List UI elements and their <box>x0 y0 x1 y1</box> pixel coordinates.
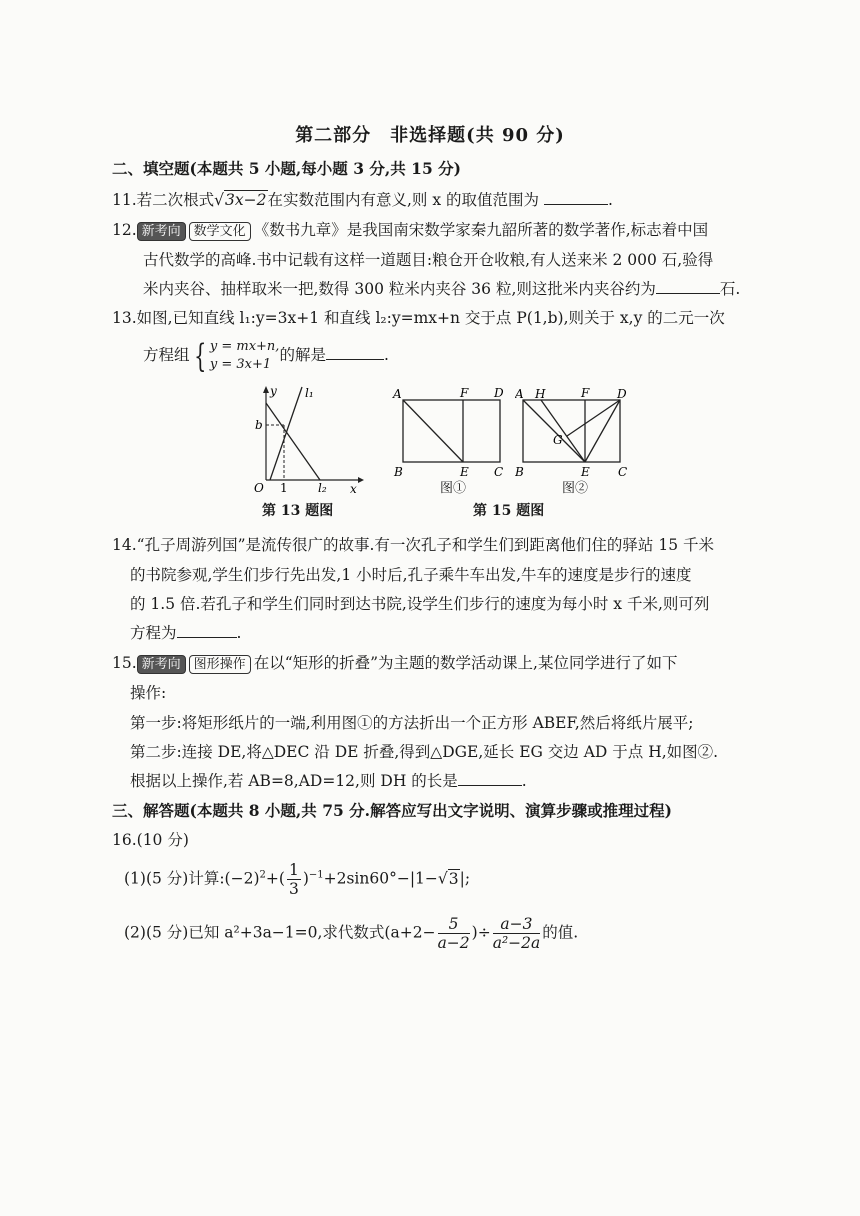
label-c: C <box>618 465 628 479</box>
q13-suffix: 的解是 <box>279 346 326 364</box>
label-f: F <box>460 386 469 400</box>
q16-p1-exp1: 2 <box>259 869 266 881</box>
q15-answer-blank <box>458 771 522 786</box>
q12-text-3: 米内夹谷、抽样取米一把,数得 300 粒米内夹谷 36 粒,则这批米内夹谷约为 <box>143 280 656 298</box>
new-direction-tag: 新考向 <box>137 222 186 241</box>
fraction-numerator: 1 <box>288 861 299 879</box>
question-15-line2: 操作: <box>130 684 167 702</box>
label-b: b <box>255 418 263 432</box>
question-16-part2 <box>124 915 578 952</box>
equation-system <box>210 338 280 374</box>
q13-end: . <box>383 346 389 364</box>
label-y: y <box>270 385 277 398</box>
segment-gd <box>567 400 620 436</box>
fraction-one-third <box>287 861 301 898</box>
segment-ae <box>523 400 585 462</box>
q16-p1-radicand: 3 <box>448 869 459 888</box>
line-l1 <box>270 387 302 480</box>
q12-end: 石. <box>719 280 741 298</box>
question-13-system <box>143 338 389 374</box>
label-e: E <box>581 465 590 479</box>
question-12-line2: 古代数学的高峰.书中记载有这样一道题目:粮仓开仓收粮,有人送来米 2 000 石,验得 <box>143 251 714 269</box>
figure-13-caption: 第 13 题图 <box>262 503 334 519</box>
question-14-line2: 的书院参观,学生们步行先出发,1 小时后,孔子乘牛车出发,牛车的速度是步行的速度 <box>130 566 692 584</box>
question-15-line3: 第一步:将矩形纸片的一端,利用图①的方法折出一个正方形 ABEF,然后将纸片展平; <box>130 714 694 732</box>
label-h: H <box>535 387 546 401</box>
q11-suffix: 在实数范围内有意义,则 x 的取值范围为 <box>267 191 540 209</box>
question-13-line1: 13.如图,已知直线 l₁:y=3x+1 和直线 l₂:y=mx+n 交于点 P(1,b),则关于 x,y 的二元一次 <box>112 309 725 327</box>
label-d: D <box>617 387 627 401</box>
segment-ae <box>403 400 463 462</box>
q14-prefix: 方程为 <box>130 624 177 642</box>
q15-prefix: 根据以上操作,若 AB=8,AD=12,则 DH 的长是 <box>130 772 458 790</box>
solution-section-header: 三、解答题(本题共 8 小题,共 75 分.解答应写出文字说明、演算步骤或推理过程) <box>112 801 672 820</box>
figure-15-2-caption: 图② <box>562 481 589 496</box>
q14-end: . <box>236 624 242 642</box>
segment-eh <box>541 400 585 462</box>
q11-prefix: 11.若二次根式 <box>112 191 215 209</box>
segment-de <box>585 400 620 462</box>
q16-p1-mid: +( <box>265 869 285 888</box>
question-14-line3: 的 1.5 倍.若孔子和学生们同时到达书院,设学生们步行的速度为每小时 x 千米,则可列 <box>130 595 710 613</box>
q12-number: 12. <box>112 221 137 239</box>
label-f: F <box>581 386 590 400</box>
y-axis-arrow <box>263 386 269 393</box>
q16-p1-exp2: −1 <box>308 869 324 881</box>
x-axis-arrow <box>358 477 364 483</box>
q16-p2-mid: )÷ <box>471 923 491 942</box>
label-origin: O <box>254 481 264 495</box>
q13-prefix: 方程组 <box>143 346 190 364</box>
figure-operation-tag: 图形操作 <box>189 655 251 674</box>
q16-p1-prefix: (1)(5 分)计算:(−2) <box>124 869 260 888</box>
question-15-line1 <box>112 651 677 674</box>
label-g: G <box>553 433 563 447</box>
fraction-denominator: 3 <box>288 880 299 898</box>
question-15-line5 <box>130 769 527 791</box>
label-x: x <box>350 482 357 495</box>
figure-15-caption: 第 15 题图 <box>473 503 545 519</box>
q15-number: 15. <box>112 654 137 672</box>
fraction-5-over-a-minus-2 <box>438 915 470 952</box>
figure-15-1 <box>390 386 515 486</box>
new-direction-tag: 新考向 <box>137 655 186 674</box>
label-e: E <box>460 465 469 479</box>
q16-p1-end: |; <box>459 869 471 888</box>
left-brace: { <box>193 337 206 375</box>
q14-answer-blank <box>177 623 237 638</box>
label-l2: l₂ <box>318 481 327 495</box>
question-14-line1: 14.“孔子周游列国”是流传很广的故事.有一次孔子和学生们到距离他们住的驿站 15 千米 <box>112 536 715 554</box>
figure-13-graph <box>250 385 365 495</box>
system-eq2: y = 3x+1 <box>209 357 272 372</box>
q11-radicand: 3x−2 <box>225 191 267 209</box>
label-a: A <box>515 387 524 401</box>
label-c: C <box>494 465 504 479</box>
math-culture-tag: 数学文化 <box>189 222 251 241</box>
q16-p2-prefix: (2)(5 分)已知 a²+3a−1=0,求代数式(a+2− <box>124 923 436 942</box>
question-14-line4 <box>130 621 241 643</box>
fraction-numerator: a−3 <box>493 915 541 934</box>
part-title: 第二部分 非选择题(共 90 分) <box>295 125 565 146</box>
question-16-part1: (1)(5 分)计算$:(-2)^2+$( $\frac{1}{3}$ )$^{-1}$+2sin60°−|1−√3|; <box>124 861 471 898</box>
question-15-line4: 第二步:连接 DE,将△DEC 沿 DE 折叠,得到△DGE,延长 EG 交边 AD 于点 H,如图②. <box>130 743 719 761</box>
fraction-a-minus-3 <box>493 915 541 952</box>
label-a: A <box>393 387 402 401</box>
q11-end: . <box>607 191 613 209</box>
fill-blank-section-header: 二、填空题(本题共 5 小题,每小题 3 分,共 15 分) <box>112 159 461 178</box>
label-d: D <box>494 386 504 400</box>
fraction-numerator: 5 <box>438 915 470 934</box>
q11-answer-blank <box>544 190 608 205</box>
q16-p2-end: 的值. <box>542 923 579 942</box>
question-16-label: 16.(10 分) <box>112 831 189 849</box>
q16-p1-rest: +2sin60°−|1− <box>323 869 438 888</box>
system-eq1: y = mx+n, <box>209 339 280 354</box>
q12-text-1: 《数书九章》是我国南宋数学家秦九韶所著的数学著作,标志着中国 <box>253 221 709 239</box>
q13-answer-blank <box>326 345 384 360</box>
q12-answer-blank <box>656 279 720 294</box>
label-b: B <box>394 465 403 479</box>
rectangle-abcd <box>403 400 500 462</box>
q15-text-1: 在以“矩形的折叠”为主题的数学活动课上,某位同学进行了如下 <box>253 654 678 672</box>
figure-15-1-caption: 图① <box>440 481 467 496</box>
question-12-line1 <box>112 218 708 241</box>
label-l1: l₁ <box>305 386 314 400</box>
question-11: 11.若二次根式√3x−2在实数范围内有意义,则 x 的取值范围为 . <box>112 191 613 209</box>
fraction-denominator: a−2 <box>437 934 470 952</box>
fraction-denominator: a²−2a <box>492 934 541 952</box>
q15-end: . <box>521 772 527 790</box>
figure-15-2 <box>515 386 640 486</box>
label-b: B <box>515 465 524 479</box>
label-one: 1 <box>280 481 288 495</box>
question-12-line3 <box>143 277 740 299</box>
